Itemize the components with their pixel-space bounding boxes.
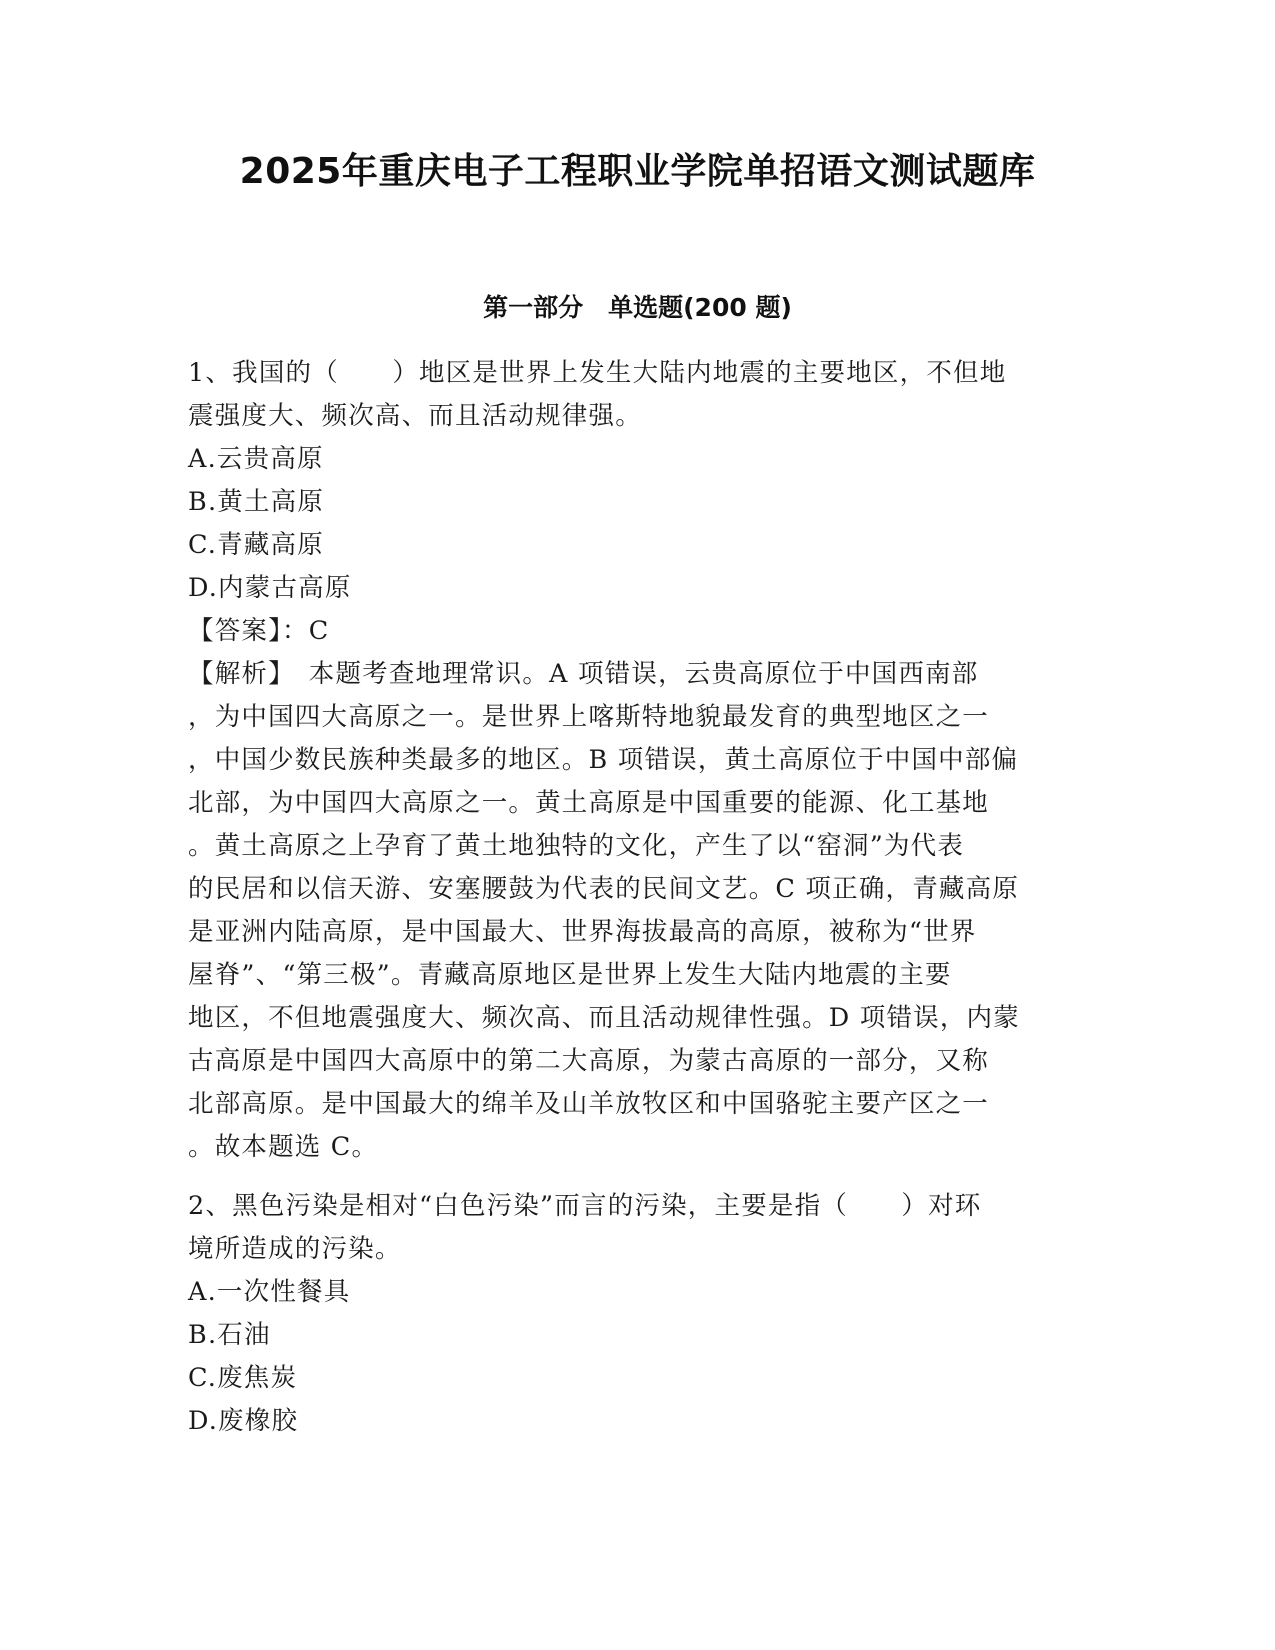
document-title: 2025年重庆电子工程职业学院单招语文测试题库 [239,151,1036,192]
analysis-line: 的民居和以信天游、安塞腰鼓为代表的民间文艺。C 项正确，青藏高原 [188,874,1020,904]
question-list [188,352,1083,1443]
question-stem-line: 2、黑色污染是相对“白色污染”而言的污染，主要是指（ ）对环 [188,1191,982,1221]
question-item [188,352,1083,1169]
option-d: D.废橡胶 [188,1406,299,1436]
analysis-line: 【解析】 本题考查地理常识。A 项错误，云贵高原位于中国西南部 [188,659,979,689]
option-c: C.废焦炭 [188,1363,298,1393]
option-a: A.一次性餐具 [188,1277,351,1307]
question-spacer [188,1169,1083,1185]
option-a: A.云贵高原 [188,444,324,474]
analysis-line: 是亚洲内陆高原，是中国最大、世界海拔最高的高原，被称为“世界 [188,917,977,947]
option-d: D.内蒙古高原 [188,573,352,603]
analysis-line: ，为中国四大高原之一。是世界上喀斯特地貌最发育的典型地区之一 [188,702,990,732]
analysis-line: 。故本题选 C。 [188,1132,379,1162]
question-stem-line: 境所造成的污染。 [188,1234,402,1264]
analysis-line: ，中国少数民族种类最多的地区。B 项错误，黄土高原位于中国中部偏 [188,745,1019,775]
option-c: C.青藏高原 [188,530,324,560]
question-item [188,1185,1083,1443]
section-title: 第一部分 单选题(200 题) [483,293,792,322]
analysis-line: 地区，不但地震强度大、频次高、而且活动规律性强。D 项错误，内蒙 [188,1003,1020,1033]
option-b: B.黄土高原 [188,487,325,517]
analysis-line: 屋脊”、“第三极”。青藏高原地区是世界上发生大陆内地震的主要 [188,960,952,990]
question-stem-line: 1、我国的（ ）地区是世界上发生大陆内地震的主要地区，不但地 [188,358,1007,388]
option-b: B.石油 [188,1320,271,1350]
analysis-line: 古高原是中国四大高原中的第二大高原，为蒙古高原的一部分，又称 [188,1046,990,1076]
answer-line: 【答案】：C [188,616,330,646]
question-stem-line: 震强度大、频次高、而且活动规律强。 [188,401,642,431]
analysis-line: 北部高原。是中国最大的绵羊及山羊放牧区和中国骆驼主要产区之一 [188,1089,990,1119]
analysis-line: 。黄土高原之上孕育了黄土地独特的文化，产生了以“窑洞”为代表 [188,831,965,861]
analysis-line: 北部，为中国四大高原之一。黄土高原是中国重要的能源、化工基地 [188,788,990,818]
